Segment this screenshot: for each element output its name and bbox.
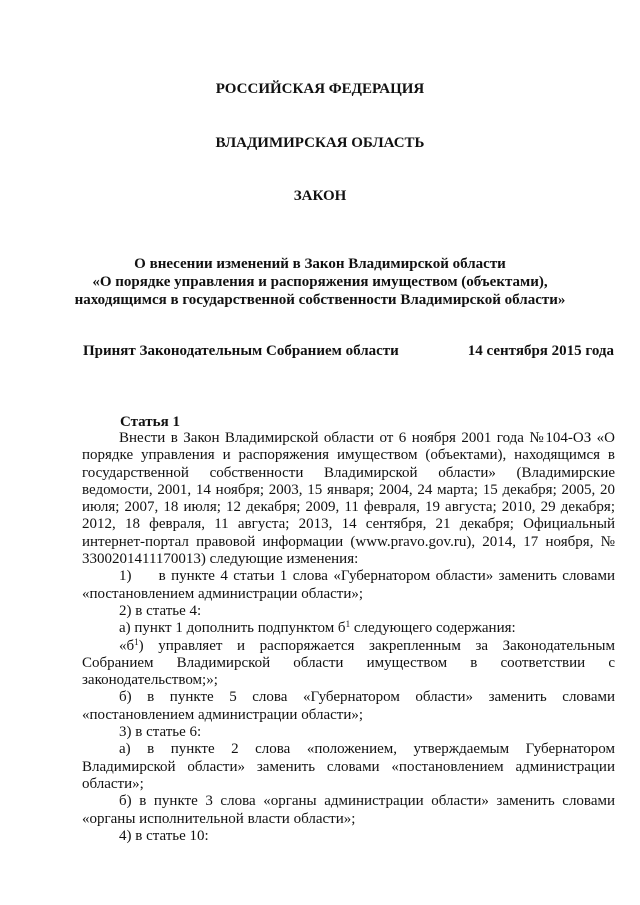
amendment-item-4: 4) в статье 10: xyxy=(119,827,209,844)
adopted-by: Принят Законодательным Собранием области xyxy=(83,343,399,359)
item-2a-text-end: следующего содержания: xyxy=(350,620,516,637)
amendment-item-3b: б) в пункте 3 слова «органы администрации области» заменить словами «органы исполнительной власти области»; xyxy=(82,793,615,827)
amendment-item-1: 1) в пункте 4 статьи 1 слова «Губернатором области» заменить словами «постановлением администрации области»; xyxy=(82,568,615,602)
amendment-item-2a xyxy=(82,620,615,637)
amendment-item-2b: б) в пункте 5 слова «Губернатором области» заменить словами «постановлением администрации области»; xyxy=(82,689,615,723)
quote-text: «б xyxy=(119,637,135,654)
article-body xyxy=(82,430,615,845)
country-heading: РОССИЙСКАЯ ФЕДЕРАЦИЯ xyxy=(215,81,425,97)
item-2a-superscript: 1 xyxy=(345,619,351,630)
region-heading: ВЛАДИМИРСКАЯ ОБЛАСТЬ xyxy=(215,135,425,151)
amendment-item-3: 3) в статье 6: xyxy=(119,724,202,741)
amendment-quote xyxy=(82,638,615,690)
amendment-item-2: 2) в статье 4: xyxy=(119,602,202,619)
item-2a-text: а) пункт 1 дополнить подпунктом б xyxy=(119,620,346,637)
law-title-line-2: «О порядке управления и распоряжения имуществом (объектами), xyxy=(92,274,548,290)
quote-text-end: ) управляет и распоряжается закрепленным за Законодательным Собранием Владимирской области имуществом в соответствии с законодательством;»; xyxy=(82,637,615,689)
adoption-date: 14 сентября 2015 года xyxy=(467,343,614,359)
article-title: Статья 1 xyxy=(120,414,180,430)
amendment-item-3a: а) в пункте 2 слова «положением, утверждаемым Губернатором Владимирской области» заменить словами «постановлением администрации области»; xyxy=(82,741,615,792)
law-title-line-3: находящимся в государственной собственности Владимирской области» xyxy=(74,292,566,308)
adoption-line xyxy=(83,342,614,360)
quote-superscript: 1 xyxy=(134,636,139,647)
article-intro: Внести в Закон Владимирской области от 6 ноября 2001 года №104-ОЗ «О порядке управления и распоряжения имуществом (объектами), находящимся в государственной собственности Владимирской области» (Владимирские ведомости, 2001, 14 ноября; 2003, 15 января; 2004, 24 марта; 15 декабря; 2005, 20 июля; 2007, 18 июля; 12 декабря; 2009, 11 февраля, 19 августа; 2010, 29 декабря; 2012, 18 февраля, 11 августа; 2013, 14 сентября, 21 декабря; Официальный интернет-портал правовой информации (www.pravo.gov.ru), 2014, 17 ноября, № 3300201411170013) следующие изменения: xyxy=(82,430,615,568)
document-type-heading: ЗАКОН xyxy=(293,188,347,204)
law-title-line-1: О внесении изменений в Закон Владимирской области xyxy=(134,256,506,272)
